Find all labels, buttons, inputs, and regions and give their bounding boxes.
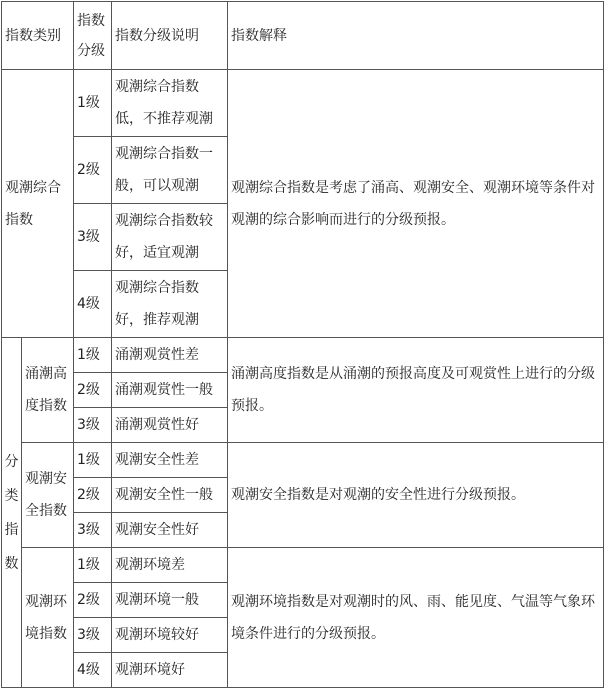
level-cell: 3级 bbox=[74, 408, 112, 443]
level-desc-cell: 观潮综合指数较好，适宜观潮 bbox=[112, 204, 228, 271]
level-cell: 1级 bbox=[74, 548, 112, 583]
composite-name: 观潮综合指数 bbox=[2, 70, 74, 338]
level-desc-cell: 涌潮观赏性一般 bbox=[112, 373, 228, 408]
table-row bbox=[2, 548, 604, 583]
table-row bbox=[2, 70, 604, 137]
sub-index-explanation: 观潮安全指数是对观潮的安全性进行分级预报。 bbox=[228, 443, 604, 548]
level-cell: 2级 bbox=[74, 478, 112, 513]
level-cell: 1级 bbox=[74, 338, 112, 373]
sub-index-name: 观潮环境指数 bbox=[22, 548, 74, 688]
level-desc-cell: 观潮综合指数一般，可以观潮 bbox=[112, 137, 228, 204]
level-desc-cell: 观潮安全性差 bbox=[112, 443, 228, 478]
sub-index-explanation: 涌潮高度指数是从涌潮的预报高度及可观赏性上进行的分级预报。 bbox=[228, 338, 604, 443]
level-desc-cell: 观潮环境差 bbox=[112, 548, 228, 583]
level-desc-cell: 涌潮观赏性差 bbox=[112, 338, 228, 373]
level-cell: 4级 bbox=[74, 271, 112, 338]
level-cell: 4级 bbox=[74, 653, 112, 688]
composite-explanation: 观潮综合指数是考虑了涌高、观潮安全、观潮环境等条件对观潮的综合影响而进行的分级预报。 bbox=[228, 70, 604, 338]
index-table bbox=[1, 1, 604, 688]
level-cell: 2级 bbox=[74, 137, 112, 204]
level-cell: 1级 bbox=[74, 70, 112, 137]
level-cell: 2级 bbox=[74, 373, 112, 408]
level-desc-cell: 观潮综合指数好，推荐观潮 bbox=[112, 271, 228, 338]
level-desc-cell: 观潮环境一般 bbox=[112, 583, 228, 618]
level-desc-cell: 观潮安全性好 bbox=[112, 513, 228, 548]
sub-index-explanation: 观潮环境指数是对观潮时的风、雨、能见度、气温等气象环境条件进行的分级预报。 bbox=[228, 548, 604, 688]
level-desc-cell: 观潮环境较好 bbox=[112, 618, 228, 653]
level-cell: 3级 bbox=[74, 204, 112, 271]
level-cell: 1级 bbox=[74, 443, 112, 478]
level-desc-cell: 涌潮观赏性好 bbox=[112, 408, 228, 443]
sub-category-label: 分类指数 bbox=[2, 338, 22, 688]
level-desc-cell: 观潮环境好 bbox=[112, 653, 228, 688]
level-desc-cell: 观潮安全性一般 bbox=[112, 478, 228, 513]
header-category: 指数类别 bbox=[2, 2, 74, 70]
sub-index-name: 观潮安全指数 bbox=[22, 443, 74, 548]
level-cell: 3级 bbox=[74, 513, 112, 548]
header-row bbox=[2, 2, 604, 70]
level-desc-cell: 观潮综合指数低，不推荐观潮 bbox=[112, 70, 228, 137]
header-explanation: 指数解释 bbox=[228, 2, 604, 70]
sub-index-name: 涌潮高度指数 bbox=[22, 338, 74, 443]
table-row bbox=[2, 338, 604, 373]
header-level: 指数分级 bbox=[74, 2, 112, 70]
level-cell: 3级 bbox=[74, 618, 112, 653]
level-cell: 2级 bbox=[74, 583, 112, 618]
table-row bbox=[2, 443, 604, 478]
header-level-desc: 指数分级说明 bbox=[112, 2, 228, 70]
